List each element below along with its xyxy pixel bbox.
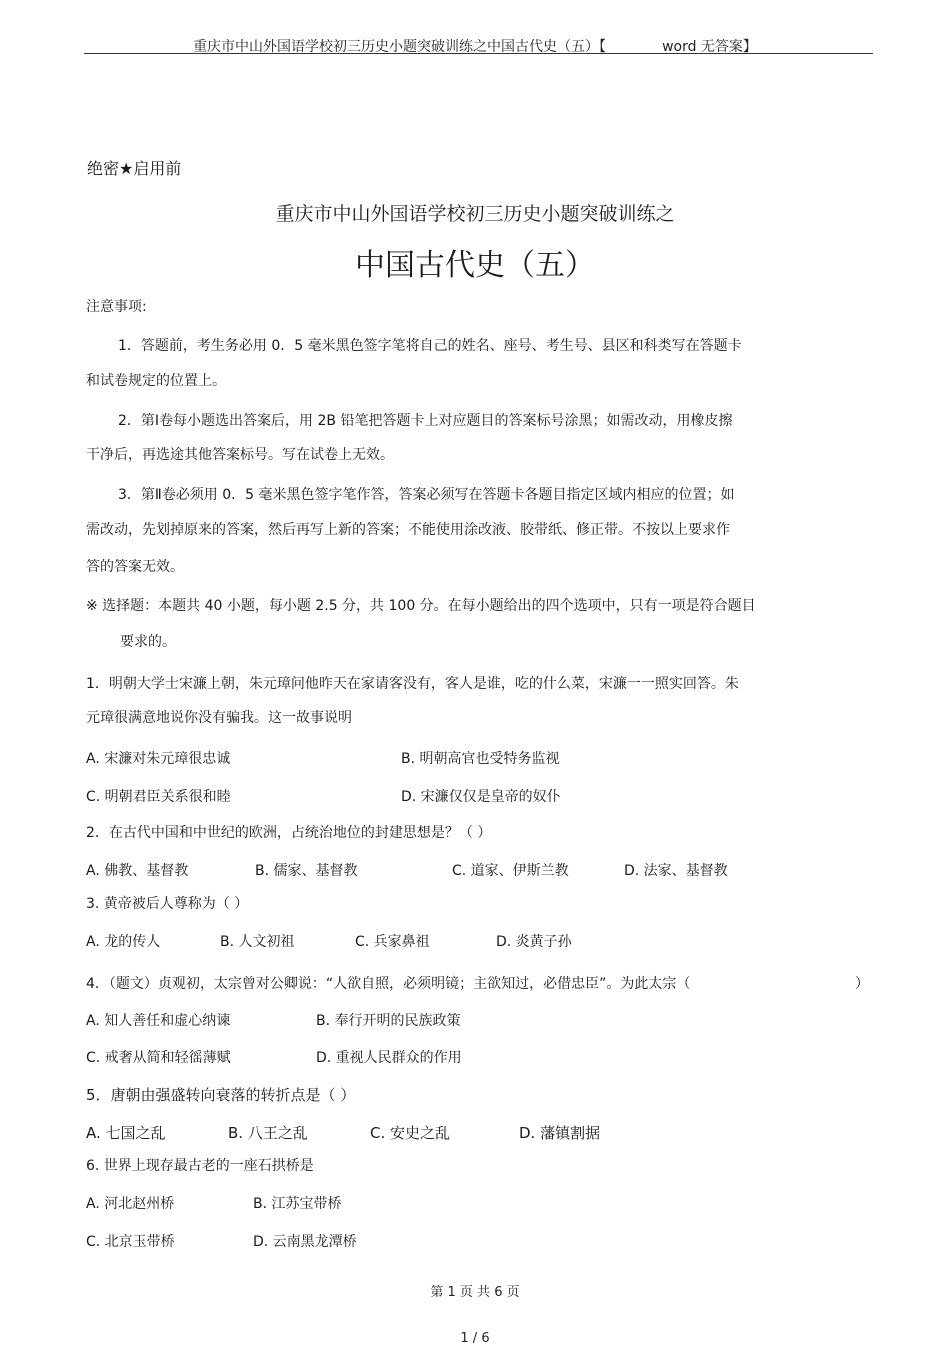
section-intro: 要求的。 [120,634,176,650]
question-stem: 3. 黄帝被后人尊称为（ ） [86,896,249,912]
header-suffix: word 无答案】 [662,39,757,55]
option-d: D. 重视人民群众的作用 [316,1050,462,1066]
option-d: D. 藩镇割据 [519,1124,601,1142]
option-c: C. 安史之乱 [370,1124,451,1142]
page-label: 第 1 页 共 6 页 [430,1285,520,1300]
question-stem: 1．明朝大学士宋濂上朝，朱元璋问他昨天在家请客没有，客人是谁，吃的什么菜，宋濂一一照实回答。朱 [86,676,739,692]
option-a: A. 七国之乱 [86,1124,166,1142]
option-a: A. 宋濂对朱元璋很忠诚 [86,751,231,767]
main-title: 中国古代史（五） [355,248,595,283]
option-c: C. 北京玉带桥 [86,1234,175,1250]
option-b: B. 儒家、基督教 [255,863,358,879]
option-c: C. 戒奢从简和轻徭薄赋 [86,1050,231,1066]
option-a: A. 龙的传人 [86,934,161,950]
subtitle: 重庆市中山外国语学校初三历史小题突破训练之 [275,203,675,225]
notice-line: 答的答案无效。 [86,559,184,575]
option-d: D. 法家、基督教 [624,863,728,879]
question-stem-close: ） [855,976,869,992]
notice-line: 和试卷规定的位置上。 [86,373,226,389]
question-stem: 6. 世界上现存最古老的一座石拱桥是 [86,1158,314,1174]
option-c: C. 明朝君臣关系很和睦 [86,789,231,805]
notice-line: 2．第Ⅰ卷每小题选出答案后，用 2B 铅笔把答题卡上对应题目的答案标号涂黑；如需改动，用橡皮擦 [118,413,733,429]
option-c: C. 兵家鼻祖 [355,934,430,950]
option-a: A. 知人善任和虚心纳谏 [86,1013,231,1029]
secret-label: 绝密★启用前 [87,159,182,178]
option-b: B. 江苏宝带桥 [253,1196,342,1212]
option-a: A. 佛教、基督教 [86,863,189,879]
option-d: D. 宋濂仅仅是皇帝的奴仆 [401,789,561,805]
question-stem: 2．在古代中国和中世纪的欧洲，占统治地位的封建思想是？（ ） [86,825,492,841]
notice-line: 需改动，先划掉原来的答案，然后再写上新的答案；不能使用涂改液、胶带纸、修正带。不按以上要求作 [86,522,730,538]
header-rule [84,53,873,54]
notice-line: 干净后，再选途其他答案标号。写在试卷上无效。 [86,447,394,463]
question-stem: 5．唐朝由强盛转向衰落的转折点是（ ） [86,1086,356,1104]
notice-line: 1．答题前，考生务必用 0．5 毫米黑色签字笔将自己的姓名、座号、考生号、县区和科类写在答题卡 [118,338,742,354]
option-a: A. 河北赵州桥 [86,1196,175,1212]
section-intro: ※ 选择题：本题共 40 小题，每小题 2.5 分，共 100 分。在每小题给出的四个选项中，只有一项是符合题目 [86,598,756,614]
option-d: D. 云南黑龙潭桥 [253,1234,357,1250]
page-count: 1 / 6 [460,1331,490,1346]
option-c: C. 道家、伊斯兰教 [452,863,569,879]
question-stem: 元璋很满意地说你没有骗我。这一故事说明 [86,710,352,726]
notice-line: 3．第Ⅱ卷必须用 0．5 毫米黑色签字笔作答，答案必须写在答题卡各题目指定区域内相应的位置；如 [118,487,735,503]
header-title: 重庆市中山外国语学校初三历史小题突破训练之中国古代史（五）【 [193,39,607,55]
option-d: D. 炎黄子孙 [496,934,572,950]
option-b: B. 八王之乱 [228,1124,308,1142]
option-b: B. 明朝高官也受特务监视 [401,751,560,767]
option-b: B. 奉行开明的民族政策 [316,1013,461,1029]
question-stem: 4．（题文）贞观初，太宗曾对公卿说：“人欲自照，必须明镜；主欲知过，必借忠臣”。为此太宗（ [86,976,691,992]
notice-heading: 注意事项: [86,299,147,315]
option-b: B. 人文初祖 [220,934,295,950]
